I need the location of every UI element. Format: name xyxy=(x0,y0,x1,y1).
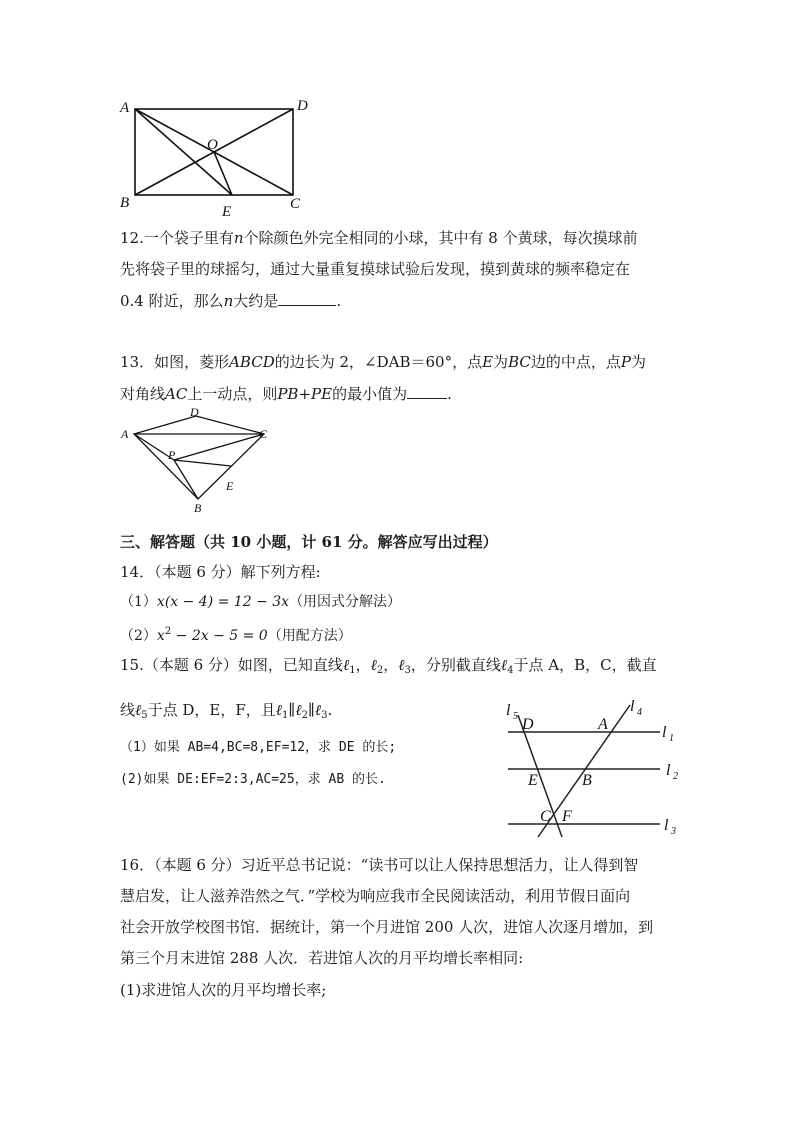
q16-line-4: 第三个月末进馆 288 人次．若进馆人次的月平均增长率相同: xyxy=(120,949,524,967)
q13-answer-blank[interactable] xyxy=(407,384,447,399)
q12-line-2: 先将袋子里的球摇匀，通过大量重复摸球试验后发现，摸到黄球的频率稳定在 xyxy=(120,260,631,278)
q16-part-1: (1)求进馆人次的月平均增长率; xyxy=(120,981,327,999)
q14-part-2: $(2)x^2 - 2x - 5 = 0$（用配方法） xyxy=(120,626,352,644)
label-l2-sub: 2 xyxy=(673,771,678,782)
segment-oe xyxy=(214,152,232,195)
parallel-lines-figure xyxy=(500,695,690,840)
label-b: B xyxy=(582,772,592,789)
q13-text-g: 对角线 xyxy=(120,385,166,403)
q13-text-b: 的边长为 2，∠DAB＝60°，点 xyxy=(274,353,483,371)
q12-period: . xyxy=(336,292,342,310)
label-d: D xyxy=(190,405,199,419)
label-b: B xyxy=(194,501,202,514)
q13-text-i: 的最小值为 xyxy=(332,385,408,403)
q13-period: . xyxy=(447,385,452,403)
ell-3b-sub: 3 xyxy=(321,710,328,721)
label-c: C xyxy=(259,427,268,441)
ell-2b-sub: 2 xyxy=(301,710,308,721)
ell-2b: ℓ xyxy=(295,701,302,719)
parallel-1: ∥ xyxy=(288,701,296,719)
q15-text-g: 于点 D，E，F，且 xyxy=(147,701,276,719)
line-l4 xyxy=(538,705,630,837)
q14-part-1-num: （1） xyxy=(120,594,157,610)
q12-text-c: 0.4 附近，那么 xyxy=(120,292,224,310)
label-l3-sub: 3 xyxy=(671,826,676,837)
ell-1: ℓ xyxy=(342,656,350,674)
ell-4-sub: 4 xyxy=(507,665,514,676)
ell-3: ℓ xyxy=(398,656,405,674)
q14-eq-1: x(x − 4) = 12 − 3x xyxy=(156,594,290,610)
ell-2: ℓ xyxy=(370,656,377,674)
q15-part-1: （1）如果 AB=4,BC=8,EF=12，求 DE 的长; xyxy=(120,740,397,755)
segment-pe xyxy=(174,460,231,466)
q13-var-abcd: ABCD xyxy=(229,353,275,371)
section-3-title: 三、解答题（共 10 小题，计 61 分。解答应写出过程） xyxy=(120,533,498,551)
q13-var-expr: PB+PE xyxy=(277,385,333,403)
q13-text-d: 边的中点，点 xyxy=(530,353,621,371)
ell-1b-sub: 1 xyxy=(282,710,289,721)
q14-part-1 xyxy=(120,592,401,612)
label-e: E xyxy=(226,479,234,493)
q12-text-a: 12.一个袋子里有 xyxy=(120,229,234,247)
q13-line-2 xyxy=(120,384,452,404)
q15-text-e: 于点 A，B，C，截直 xyxy=(513,656,657,674)
ell-3-sub: 3 xyxy=(404,665,411,676)
q13-var-bc: BC xyxy=(508,353,531,371)
q15-period: . xyxy=(327,701,333,719)
label-l1: l xyxy=(662,724,667,741)
q16-line-2: 慧启发，让人滋养浩然之气．”学校为响应我市全民阅读活动，利用节假日面向 xyxy=(120,887,631,905)
rhombus-abcd xyxy=(134,416,264,499)
label-b: B xyxy=(120,195,130,211)
label-o: O xyxy=(207,137,218,153)
ell-2-sub: 2 xyxy=(376,665,384,676)
q14-eq-2-rest: − 2x − 5 = 0 xyxy=(171,628,268,644)
q14-method-1: （用因式分解法） xyxy=(289,594,402,610)
label-d: D xyxy=(522,716,534,733)
q13-text-c: 为 xyxy=(493,353,509,371)
q15-line-2 xyxy=(120,700,332,726)
ell-3b: ℓ xyxy=(314,701,322,719)
q15-part-2: (2)如果 DE:EF=2:3,AC=25，求 AB 的长. xyxy=(120,772,386,787)
rectangle-figure xyxy=(112,92,322,222)
label-l2: l xyxy=(666,762,671,779)
q12-text-b: 个除颜色外完全相同的小球，其中有 8 个黄球，每次摸球前 xyxy=(243,229,638,247)
ell-4: ℓ xyxy=(500,656,508,674)
q13-text-f: 为 xyxy=(630,353,646,371)
q15-text-a: 15.（本题 6 分）如图，已知直线 xyxy=(120,656,343,674)
q12-text-d: 大约是 xyxy=(233,292,279,310)
parallel-2: ∥ xyxy=(307,701,315,719)
q12-answer-blank[interactable] xyxy=(278,291,336,306)
q16-line-1: 16．（本题 6 分）习近平总书记说：“读书可以让人保持思想活力，让人得到智 xyxy=(120,856,639,874)
q15-comma-2: ， xyxy=(383,656,399,674)
segment-pb xyxy=(174,460,198,499)
q12-var-n2: n xyxy=(223,292,234,310)
q14-method-2: （用配方法） xyxy=(267,628,352,644)
label-c: C xyxy=(540,808,551,825)
q13-var-e: E xyxy=(482,353,494,371)
q12-var-n: n xyxy=(233,229,244,247)
label-l1-sub: 1 xyxy=(669,733,674,744)
ell-1b: ℓ xyxy=(275,701,283,719)
q13-text-h: 上一动点，则 xyxy=(187,385,278,403)
q13-var-p: P xyxy=(620,353,631,371)
q16-line-3: 社会开放学校图书馆．据统计，第一个月进馆 200 人次，进馆人次逐月增加，到 xyxy=(120,918,654,936)
label-l3: l xyxy=(664,817,669,834)
q13-line-1 xyxy=(120,352,646,372)
ell-5-sub: 5 xyxy=(141,710,148,721)
label-f: F xyxy=(562,808,572,825)
label-a: A xyxy=(120,100,130,116)
label-c: C xyxy=(290,196,301,212)
label-p: P xyxy=(168,448,176,462)
q15-text-d: ，分别截直线 xyxy=(410,656,501,674)
q13-text-a: 13．如图，菱形 xyxy=(120,353,230,371)
q14-eq-2-x: x xyxy=(156,628,165,644)
q14-part-2-num: （2） xyxy=(120,628,157,644)
label-l5-sub: 5 xyxy=(513,711,518,722)
ell-5: ℓ xyxy=(135,701,142,719)
label-e: E xyxy=(528,772,538,789)
label-l4-sub: 4 xyxy=(637,707,642,718)
q15-comma-1: ， xyxy=(355,656,371,674)
q12-line-3 xyxy=(120,291,341,311)
q13-var-ac: AC xyxy=(165,385,188,403)
q15-line-1 xyxy=(120,655,657,681)
label-l4: l xyxy=(630,698,635,715)
q15-text-f: 线 xyxy=(120,701,136,719)
q14-heading: 14．（本题 6 分）解下列方程: xyxy=(120,563,321,581)
label-a: A xyxy=(598,716,608,733)
label-l5: l xyxy=(506,702,511,719)
rhombus-figure xyxy=(116,404,286,514)
label-e: E xyxy=(222,204,232,220)
label-a: A xyxy=(121,427,129,441)
q12-line-1 xyxy=(120,228,638,248)
ell-1-sub: 1 xyxy=(349,665,356,676)
label-d: D xyxy=(297,98,308,114)
